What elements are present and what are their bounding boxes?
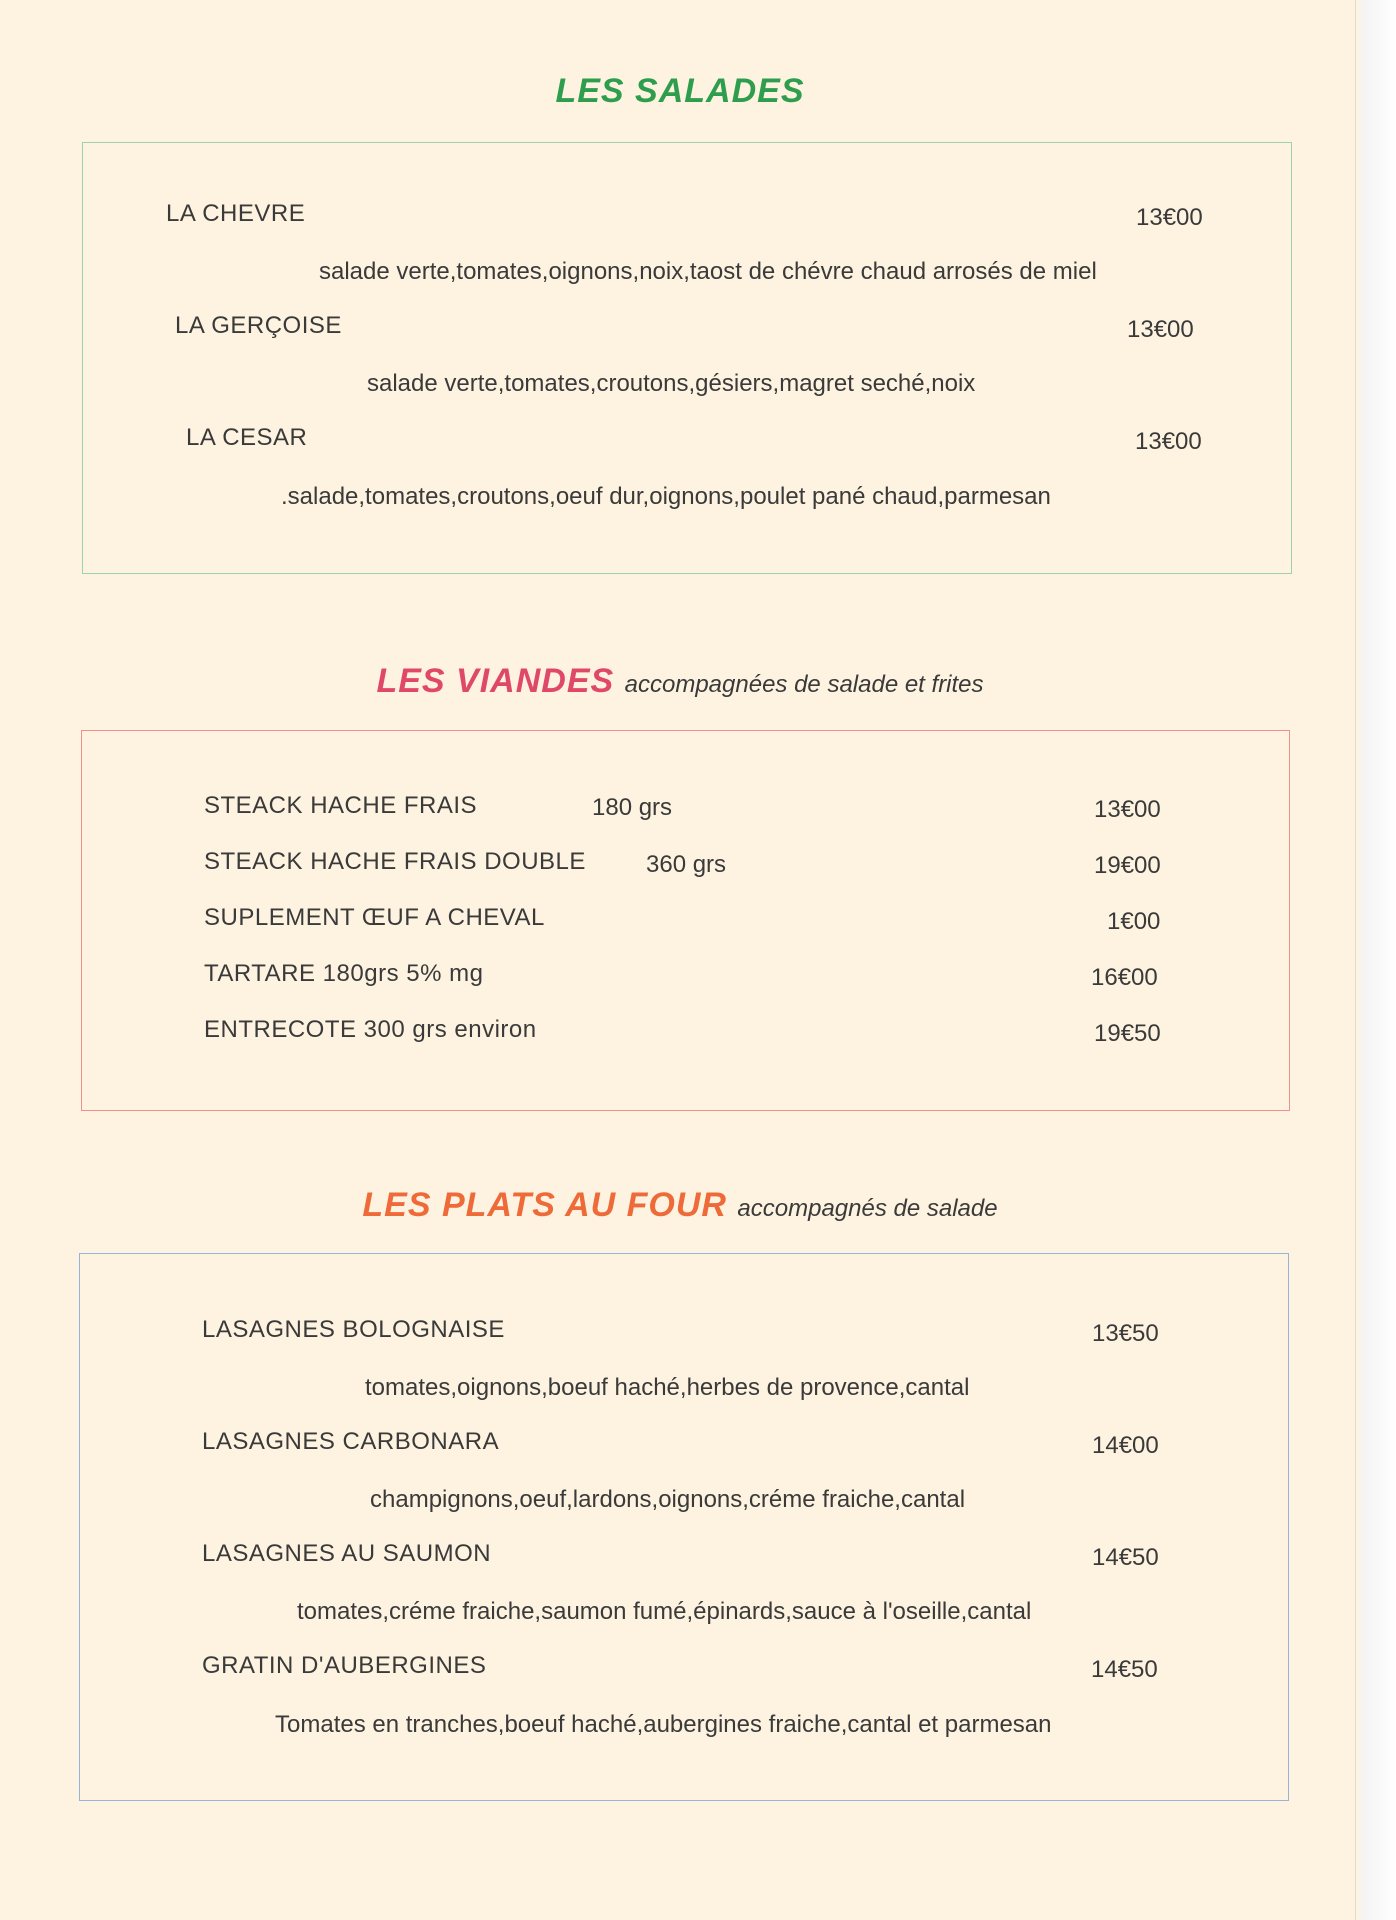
salade-price: 13€00	[1136, 204, 1203, 231]
viande-price: 19€00	[1094, 852, 1161, 879]
plat-desc: champignons,oeuf,lardons,oignons,créme fraiche,cantal	[370, 1486, 966, 1513]
viande-weight: 360 grs	[646, 851, 727, 878]
salade-desc: salade verte,tomates,croutons,gésiers,magret seché,noix	[367, 370, 976, 397]
plat-price: 13€50	[1092, 1320, 1159, 1347]
plat-desc: tomates,oignons,boeuf haché,herbes de provence,cantal	[365, 1374, 970, 1401]
plat-price: 14€00	[1092, 1432, 1159, 1459]
salade-price: 13€00	[1127, 316, 1194, 343]
plats-four-title: LES PLATS AU FOUR	[362, 1186, 727, 1224]
salade-desc: .salade,tomates,croutons,oeuf dur,oignons,poulet pané chaud,parmesan	[281, 483, 1051, 510]
viande-price: 19€50	[1094, 1020, 1161, 1047]
salade-price: 13€00	[1135, 428, 1202, 455]
viandes-subtitle: accompagnées de salade et frites	[624, 671, 984, 698]
viande-price: 16€00	[1091, 964, 1158, 991]
plat-price: 14€50	[1092, 1544, 1159, 1571]
section-title-salades	[0, 72, 1360, 111]
viande-price: 1€00	[1107, 908, 1161, 935]
salade-name: LA CHEVRE	[166, 200, 306, 227]
section-title-plats-four	[0, 1186, 1360, 1225]
viande-weight: 180 grs	[592, 794, 673, 821]
salade-name: LA GERÇOISE	[175, 312, 342, 339]
salade-desc: salade verte,tomates,oignons,noix,taost de chévre chaud arrosés de miel	[319, 258, 1097, 285]
salades-title: LES SALADES	[555, 72, 805, 110]
plat-name: LASAGNES CARBONARA	[202, 1428, 500, 1455]
section-title-viandes	[0, 662, 1360, 701]
plat-desc: tomates,créme fraiche,saumon fumé,épinards,sauce à l'oseille,cantal	[297, 1598, 1032, 1625]
viande-name: ENTRECOTE 300 grs environ	[204, 1016, 537, 1043]
plats-four-subtitle: accompagnés de salade	[737, 1195, 998, 1222]
plat-name: LASAGNES AU SAUMON	[202, 1540, 492, 1567]
viande-price: 13€00	[1094, 796, 1161, 823]
salade-name: LA CESAR	[186, 424, 308, 451]
plat-name: GRATIN D'AUBERGINES	[202, 1652, 487, 1679]
viande-name: SUPLEMENT ŒUF A CHEVAL	[204, 904, 545, 931]
page-edge	[1356, 0, 1396, 1920]
viande-name: TARTARE 180grs 5% mg	[204, 960, 484, 987]
plat-name: LASAGNES BOLOGNAISE	[202, 1316, 505, 1343]
viande-name: STEACK HACHE FRAIS	[204, 792, 478, 819]
plat-desc: Tomates en tranches,boeuf haché,aubergines fraiche,cantal et parmesan	[275, 1711, 1052, 1738]
viande-name: STEACK HACHE FRAIS DOUBLE	[204, 848, 586, 875]
viandes-title: LES VIANDES	[376, 662, 615, 700]
plat-price: 14€50	[1091, 1656, 1158, 1683]
